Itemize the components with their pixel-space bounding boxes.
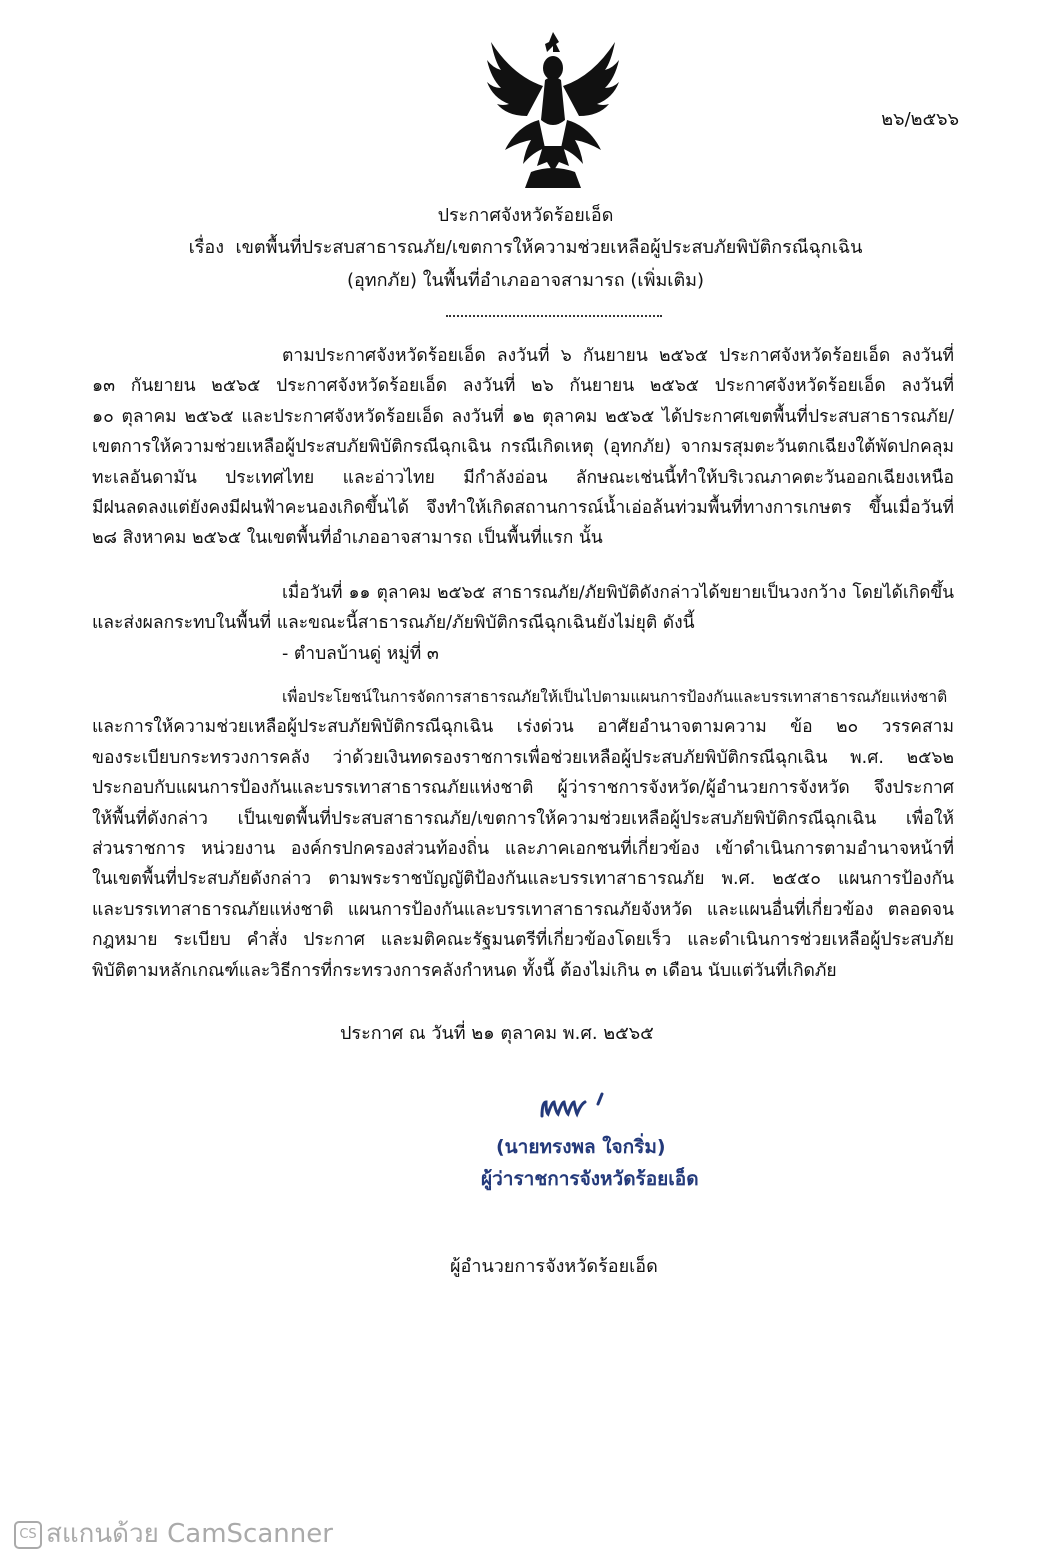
para2-line: และส่งผลกระทบในพื้นที่ และขณะนี้สาธารณภัย/ภัยพิบัติกรณีฉุกเฉินยังไม่ยุติ ดังนี้: [92, 613, 695, 634]
title-divider: [446, 305, 662, 317]
affected-area-item: - ตำบลบ้านดู่ หมู่ที่ ๓: [282, 643, 439, 664]
para3-line: และการให้ความช่วยเหลือผู้ประสบภัยพิบัติกรณีฉุกเฉิน เร่งด่วน อาศัยอำนาจตามความ ข้อ ๒๐ วรรคสาม: [92, 717, 954, 738]
signer-role: ผู้อำนวยการจังหวัดร้อยเอ็ด: [450, 1256, 658, 1277]
para3-line: และบรรเทาสาธารณภัยแห่งชาติ แผนการป้องกันและบรรเทาสาธารณภัยจังหวัด และแผนอื่นที่เกี่ยวข้อง ตลอดจน: [92, 899, 954, 920]
document-title: ประกาศจังหวัดร้อยเอ็ด: [437, 205, 614, 226]
camscanner-icon: CS: [14, 1521, 42, 1549]
subject-prefix: เรื่อง: [188, 237, 224, 258]
camscanner-watermark: [14, 1513, 333, 1554]
garuda-emblem: [473, 28, 633, 196]
paragraph-1: [92, 341, 954, 554]
para3-line: เพื่อประโยชน์ในการจัดการสาธารณภัยให้เป็นไปตามแผนการป้องกันและบรรเทาสาธารณภัยแห่งชาติ: [282, 688, 948, 706]
paragraph-2: [92, 578, 954, 669]
subject-text-1: เขตพื้นที่ประสบสาธารณภัย/เขตการให้ความช่วยเหลือผู้ประสบภัยพิบัติกรณีฉุกเฉิน: [235, 237, 863, 258]
para3-line: ในเขตพื้นที่ประสบภัยดังกล่าว ตามพระราชบัญญัติป้องกันและบรรเทาสาธารณภัย พ.ศ. ๒๕๕๐ แผนการป้องกัน: [92, 869, 954, 890]
para3-line: ให้พื้นที่ดังกล่าว เป็นเขตพื้นที่ประสบสาธารณภัย/เขตการให้ความช่วยเหลือผู้ประสบภัยพิบัติกรณีฉุกเฉิน เพื่อให้: [92, 808, 954, 829]
para2-line: เมื่อวันที่ ๑๑ ตุลาคม ๒๕๖๕ สาธารณภัย/ภัยพิบัติดังกล่าวได้ขยายเป็นวงกว้าง โดยได้เกิดขึ้น: [282, 583, 954, 603]
para3-line: ประกอบกับแผนการป้องกันและบรรเทาสาธารณภัยแห่งชาติ ผู้ว่าราชการจังหวัด/ผู้อำนวยการจังหวัด จึงประกาศ: [92, 778, 954, 799]
document-number: ๒๖/๒๕๖๖: [881, 109, 959, 130]
para1-line: ตามประกาศจังหวัดร้อยเอ็ด ลงวันที่ ๖ กันยายน ๒๕๖๕ ประกาศจังหวัดร้อยเอ็ด ลงวันที่: [282, 346, 954, 366]
announce-date: ประกาศ ณ วันที่ ๒๑ ตุลาคม พ.ศ. ๒๕๖๕: [340, 1023, 654, 1044]
para1-line: ๑๐ ตุลาคม ๒๕๖๕ และประกาศจังหวัดร้อยเอ็ด ลงวันที่ ๑๒ ตุลาคม ๒๕๖๕ ได้ประกาศเขตพื้นที่ประสบสาธารณภัย/: [92, 406, 954, 427]
para3-line: ส่วนราชการ หน่วยงาน องค์กรปกครองส่วนท้องถิ่น และภาคเอกชนที่เกี่ยวข้อง เข้าดำเนินการตามอำนาจหน้าที่: [92, 839, 954, 860]
watermark-text: สแกนด้วย CamScanner: [46, 1519, 333, 1549]
para1-line: ๑๓ กันยายน ๒๕๖๕ ประกาศจังหวัดร้อยเอ็ด ลงวันที่ ๒๖ กันยายน ๒๕๖๕ ประกาศจังหวัดร้อยเอ็ด ลงวันที่: [92, 376, 954, 397]
para1-line: ทะเลอันดามัน ประเทศไทย และอ่าวไทย มีกำลังอ่อน ลักษณะเช่นนี้ทำให้บริเวณภาคตะวันออกเฉียงเหนือ: [92, 467, 954, 488]
handwritten-signature: [536, 1088, 626, 1128]
subject-line-2: (อุทกภัย) ในพื้นที่อำเภออาจสามารถ (เพิ่มเติม): [346, 270, 705, 291]
subject-line-1: [0, 233, 1051, 263]
signer-name: (นายทรงพล ใจกริ่ม): [496, 1136, 666, 1158]
para1-line: ๒๘ สิงหาคม ๒๕๖๕ ในเขตพื้นที่อำเภออาจสามารถ เป็นพื้นที่แรก นั้น: [92, 528, 603, 549]
paragraph-3: [92, 682, 954, 986]
para3-line: กฎหมาย ระเบียบ คำสั่ง ประกาศ และมติคณะรัฐมนตรีที่เกี่ยวข้องโดยเร็ว และดำเนินการช่วยเหลือผู้ประสบภัย: [92, 930, 954, 951]
para1-line: มีฝนลดลงแต่ยังคงมีฝนฟ้าคะนองเกิดขึ้นได้ จึงทำให้เกิดสถานการณ์น้ำเอ่อล้นท่วมพื้นที่ทางการเกษตร ขึ้นเมื่อวันที่: [92, 498, 954, 519]
signer-position: ผู้ว่าราชการจังหวัดร้อยเอ็ด: [481, 1168, 699, 1190]
para3-line: พิบัติตามหลักเกณฑ์และวิธีการที่กระทรวงการคลังกำหนด ทั้งนี้ ต้องไม่เกิน ๓ เดือน นับแต่วันที่เกิดภัย: [92, 960, 837, 981]
para3-line: ของระเบียบกระทรวงการคลัง ว่าด้วยเงินทดรองราชการเพื่อช่วยเหลือผู้ประสบภัยพิบัติกรณีฉุกเฉิน พ.ศ. ๒๕๖๒: [92, 747, 954, 768]
para1-line: เขตการให้ความช่วยเหลือผู้ประสบภัยพิบัติกรณีฉุกเฉิน กรณีเกิดเหตุ (อุทกภัย) จากมรสุมตะวันตกเฉียงใต้พัดปกคลุม: [92, 437, 954, 458]
